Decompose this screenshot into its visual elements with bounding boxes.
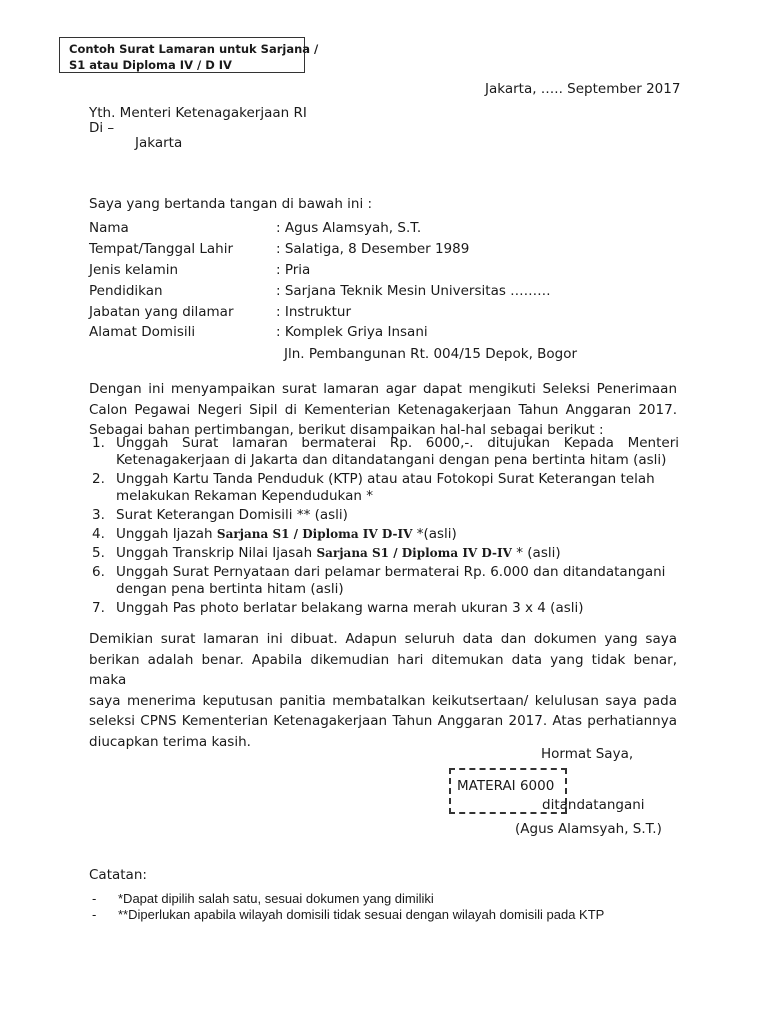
field-label: Jenis kelamin bbox=[89, 262, 179, 278]
signed-note: ditandatangani bbox=[542, 797, 645, 813]
degree-name: Sarjana S1 / Diploma IV D-IV bbox=[316, 546, 512, 560]
list-number: 3. bbox=[92, 507, 105, 523]
list-text-part: Unggah Transkrip Nilai Ijasah bbox=[116, 545, 317, 561]
notes-heading: Catatan: bbox=[89, 867, 147, 883]
intro-sentence: Saya yang bertanda tangan di bawah ini : bbox=[89, 196, 373, 212]
list-text-part: *(asli) bbox=[412, 526, 457, 542]
field-value: : Instruktur bbox=[276, 304, 352, 320]
paragraph-line: diucapkan terima kasih. bbox=[89, 733, 251, 750]
closing-salutation: Hormat Saya, bbox=[541, 746, 634, 762]
list-item bbox=[89, 545, 679, 562]
field-label: Alamat Domisili bbox=[89, 324, 196, 340]
paragraph-closing bbox=[89, 629, 677, 752]
letter-date: Jakarta, ….. September 2017 bbox=[485, 81, 681, 97]
list-text: Unggah Kartu Tanda Penduduk (KTP) atau atau Fotokopi Surat Keterangan telah bbox=[116, 471, 655, 487]
document-title-box bbox=[59, 37, 319, 73]
recipient-line-1: Yth. Menteri Ketenagakerjaan RI bbox=[89, 105, 307, 121]
recipient-line-2: Di – bbox=[89, 120, 115, 136]
list-item bbox=[89, 526, 679, 543]
paragraph-line: Dengan ini menyampaikan surat lamaran agar dapat mengikuti Seleksi Penerimaan bbox=[89, 381, 677, 397]
materai-label: MATERAI 6000 bbox=[457, 778, 555, 794]
list-text bbox=[116, 526, 679, 543]
paragraph-line: Sebagai bahan pertimbangan, berikut disampaikan hal-hal sebagai berikut : bbox=[89, 422, 604, 438]
paragraph-line: seleksi CPNS Kementerian Ketenagakerjaan Tahun Anggaran 2017. Atas perhatiannya bbox=[89, 713, 677, 729]
paragraph-line: Demikian surat lamaran ini dibuat. Adapun seluruh data dan dokumen yang saya bbox=[89, 631, 677, 647]
field-value: : Pria bbox=[276, 262, 311, 278]
field-label: Tempat/Tanggal Lahir bbox=[89, 241, 234, 257]
degree-name: Sarjana S1 / Diploma IV D-IV bbox=[216, 527, 413, 541]
list-text-part: Unggah Ijazah bbox=[116, 526, 217, 542]
list-item bbox=[89, 435, 679, 469]
list-text: Unggah Surat lamaran bermaterai Rp. 6000,-. ditujukan Kepada Menteri bbox=[116, 435, 679, 451]
paragraph-intro bbox=[89, 379, 677, 441]
title-line-2: S1 atau Diploma IV / D IV bbox=[69, 58, 232, 72]
paragraph-line: saya menerima keputusan panitia membatalkan keikutsertaan/ kelulusan saya pada bbox=[89, 692, 677, 709]
note-text: *Dapat dipilih salah satu, sesuai dokumen yang dimiliki bbox=[118, 891, 434, 906]
field-value: : Sarjana Teknik Mesin Universitas ……… bbox=[276, 283, 551, 299]
list-number: 7. bbox=[92, 600, 105, 616]
title-line-1: Contoh Surat Lamaran untuk Sarjana / bbox=[69, 42, 319, 56]
list-number: 6. bbox=[92, 564, 105, 580]
list-text: Unggah Surat Pernyataan dari pelamar bermaterai Rp. 6.000 dan ditandatangani bbox=[116, 564, 666, 580]
list-item bbox=[89, 471, 679, 505]
paragraph-line: berikan adalah benar. Apabila dikemudian hari ditemukan data yang tidak benar, maka bbox=[89, 651, 677, 688]
list-text: Unggah Pas photo berlatar belakang warna merah ukuran 3 x 4 (asli) bbox=[116, 600, 584, 616]
field-label: Pendidikan bbox=[89, 283, 163, 299]
field-value: : Agus Alamsyah, S.T. bbox=[276, 220, 422, 236]
list-item bbox=[89, 564, 679, 598]
note-dash: - bbox=[92, 891, 97, 906]
field-label: Jabatan yang dilamar bbox=[89, 304, 234, 320]
list-number: 4. bbox=[92, 526, 105, 542]
list-number: 2. bbox=[92, 471, 105, 487]
field-label: Nama bbox=[89, 220, 129, 236]
recipient-city: Jakarta bbox=[135, 135, 183, 151]
address-line-2: Jln. Pembangunan Rt. 004/15 Depok, Bogor bbox=[284, 346, 578, 362]
field-value: : Salatiga, 8 Desember 1989 bbox=[276, 241, 470, 257]
list-text: Ketenagakerjaan di Jakarta dan ditandatangani dengan pena bertinta hitam (asli) bbox=[116, 452, 667, 468]
note-dash: - bbox=[92, 907, 97, 922]
signatory-name: (Agus Alamsyah, S.T.) bbox=[515, 821, 662, 837]
field-value: : Komplek Griya Insani bbox=[276, 324, 428, 340]
list-number: 1. bbox=[92, 435, 105, 451]
requirements-list bbox=[89, 435, 679, 619]
list-text: dengan pena bertinta hitam (asli) bbox=[116, 581, 344, 597]
list-item bbox=[89, 507, 679, 524]
list-text-part: * (asli) bbox=[511, 545, 561, 561]
list-text: melakukan Rekaman Kependudukan * bbox=[116, 488, 373, 504]
note-text: **Diperlukan apabila wilayah domisili tidak sesuai dengan wilayah domisili pada KTP bbox=[118, 907, 605, 922]
paragraph-line: Calon Pegawai Negeri Sipil di Kementerian Ketenagakerjaan Tahun Anggaran 2017. bbox=[89, 401, 677, 418]
list-text: Surat Keterangan Domisili ** (asli) bbox=[116, 507, 348, 523]
list-text bbox=[116, 545, 679, 562]
list-number: 5. bbox=[92, 545, 105, 561]
list-item bbox=[89, 600, 679, 617]
